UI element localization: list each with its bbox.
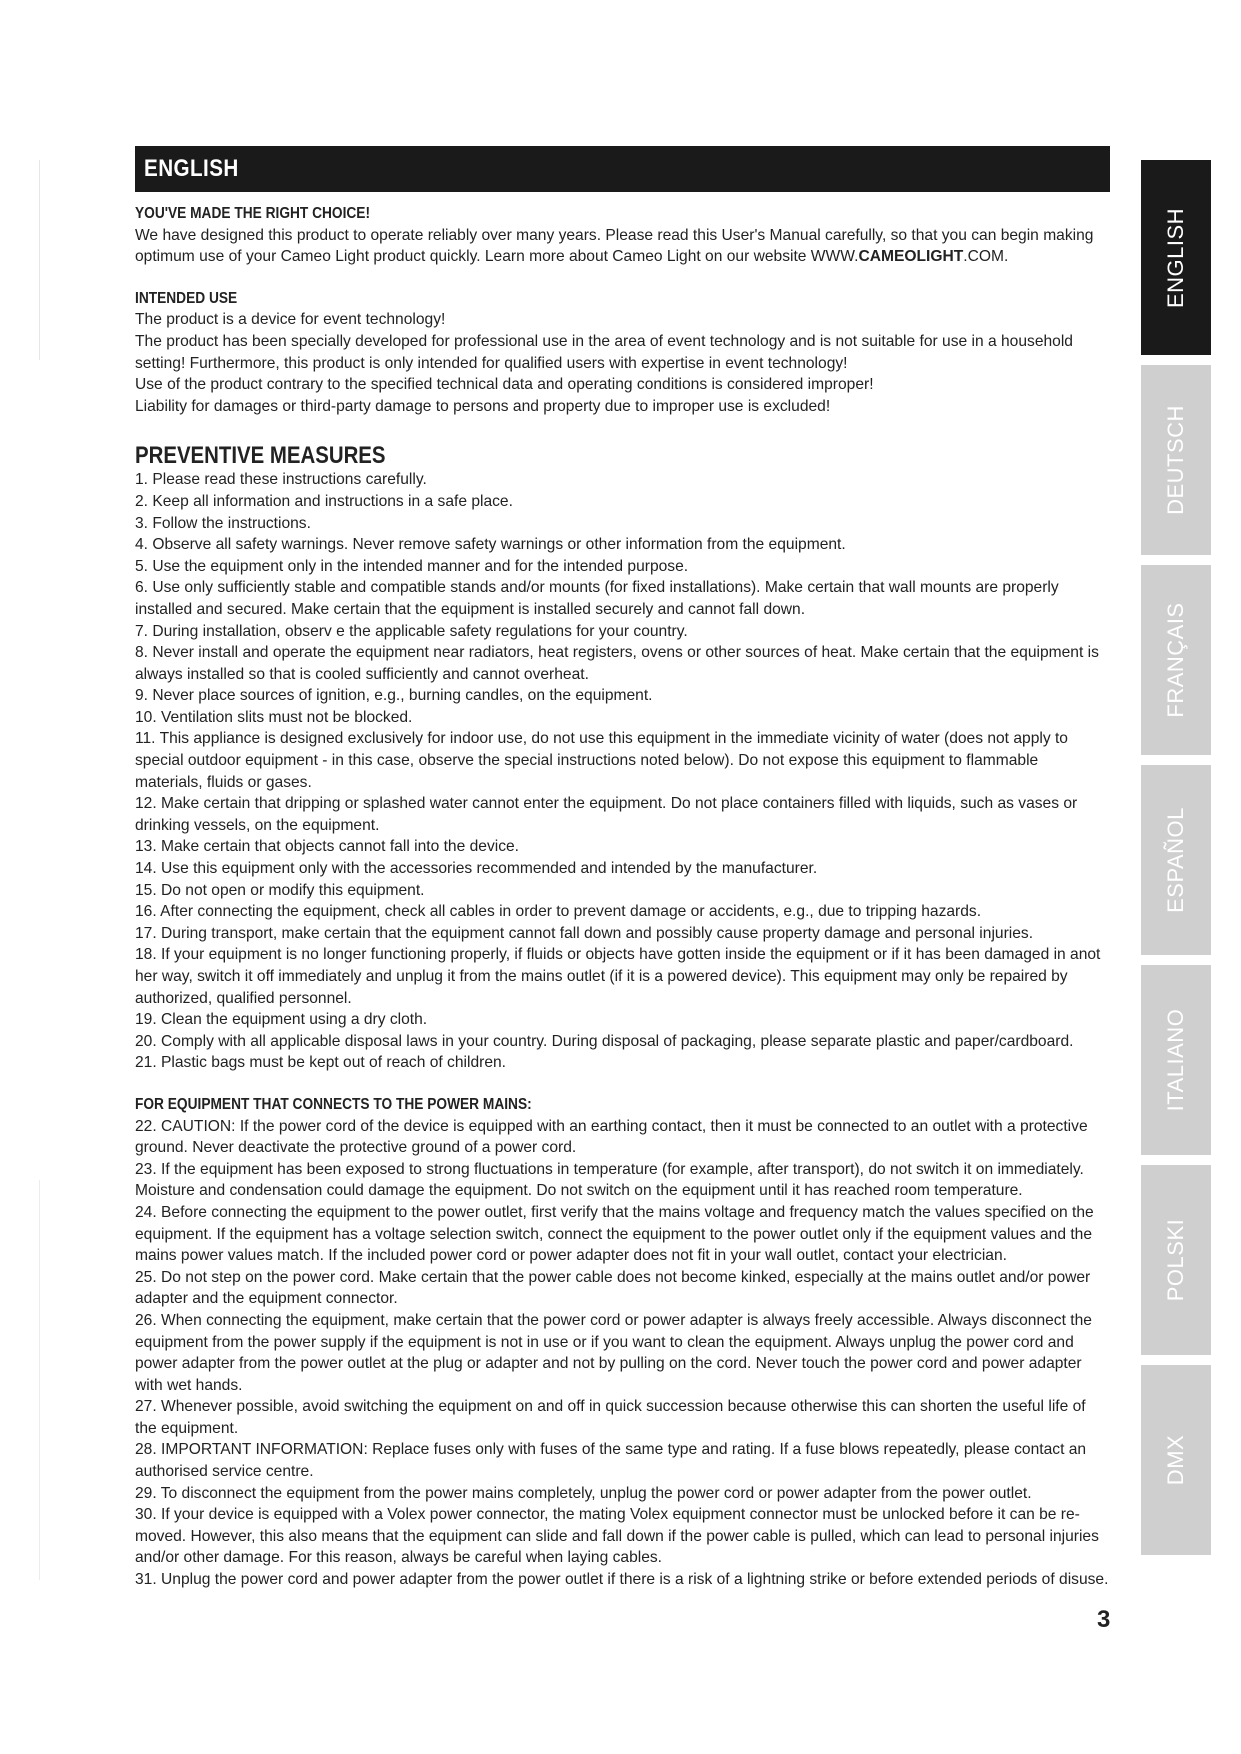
list-item: 10. Ventilation slits must not be blocked. bbox=[135, 708, 413, 726]
list-item: 11. This appliance is designed exclusively for indoor use, do not use this equipment in the immediate vicinity of water (does not apply to special outdoor equipment - in this case, observe the special instructions noted below). Do not expose this equipment to flammable materials, fluids or gases. bbox=[135, 730, 1068, 791]
list-item: 27. Whenever possible, avoid switching the equipment on and off in quick succession because otherwise this can shorten the useful life of the equipment. bbox=[135, 1398, 1086, 1437]
preventive-measures-heading: PREVENTIVE MEASURES bbox=[135, 442, 386, 470]
intro-text: We have designed this product to operate reliably over many years. Please read this User's Manual carefully, so that you can begin making optimum use of your Cameo Light product quickly. Learn more about Cameo Light on our website WWW.CAMEOLIGHT.COM. bbox=[135, 226, 1094, 266]
intended-use-heading: INTENDED USE bbox=[135, 289, 238, 307]
list-item: 26. When connecting the equipment, make certain that the power cord or power adapter is always freely accessible. Always disconnect the equipment from the power supply if the equipment is not in use or if you want to clean the equipment. Always unplug the power cord and power adapter from the power outlet at the plug or adapter and not by pulling on the cord. Never touch the power cord and power adapter with wet hands. bbox=[135, 1311, 1092, 1394]
tab-espanol[interactable]: ESPAÑOL bbox=[1141, 765, 1211, 955]
list-item: 25. Do not step on the power cord. Make certain that the power cable does not become kinked, especially at the mains outlet and/or power adapter and the equipment connector. bbox=[135, 1268, 1091, 1308]
intended-use-line: Liability for damages or third-party damage to persons and property due to improper use is excluded! bbox=[135, 397, 831, 415]
list-item: 9. Never place sources of ignition, e.g., burning candles, on the equipment. bbox=[135, 687, 653, 705]
list-item: 30. If your device is equipped with a Volex power connector, the mating Volex equipment connector must be unlocked before it can be re-moved. However, this also means that the equipment can slide and fall down if the power cable is pulled, which can lead to personal injuries and/or other damage. For this reason, always be careful when laying cables. bbox=[135, 1506, 1099, 1567]
language-banner bbox=[135, 146, 1110, 192]
list-item: 28. IMPORTANT INFORMATION: Replace fuses only with fuses of the same type and rating. If a fuse blows repeatedly, please contact an authorised service centre. bbox=[135, 1441, 1087, 1481]
list-item: 19. Clean the equipment using a dry cloth. bbox=[135, 1011, 428, 1029]
list-item: 12. Make certain that dripping or splashed water cannot enter the equipment. Do not place containers filled with liquids, such as vases or drinking vessels, on the equipment. bbox=[135, 795, 1078, 834]
power-list bbox=[135, 1116, 1110, 1591]
list-item: 22. CAUTION: If the power cord of the device is equipped with an earthing contact, then it must be connected to an outlet with a protective ground. Never deactivate the protective ground of a power cord. bbox=[135, 1117, 1088, 1157]
list-item: 16. After connecting the equipment, check all cables in order to prevent damage or accidents, e.g., due to tripping hazards. bbox=[135, 903, 982, 921]
tab-deutsch[interactable]: DEUTSCH bbox=[1141, 365, 1211, 555]
margin-rule bbox=[39, 160, 40, 360]
list-item: 7. During installation, observ e the applicable safety regulations for your country. bbox=[135, 622, 688, 640]
main-content bbox=[135, 203, 1110, 1591]
list-item: 20. Comply with all applicable disposal laws in your country. During disposal of packaging, please separate plastic and paper/cardboard. bbox=[135, 1032, 1074, 1050]
list-item: 17. During transport, make certain that the equipment cannot fall down and possibly cause property damage and personal injuries. bbox=[135, 924, 1034, 942]
intended-use-line: Use of the product contrary to the specified technical data and operating conditions is considered improper! bbox=[135, 376, 874, 394]
page-number: 3 bbox=[1097, 1606, 1111, 1633]
list-item: 14. Use this equipment only with the accessories recommended and intended by the manufacturer. bbox=[135, 860, 818, 878]
list-item: 24. Before connecting the equipment to the power outlet, first verify that the mains voltage and frequency match the values specified on the equipment. If the equipment has a voltage selection switch, connect the equipment to the power outlet only if the equipment values and the mains power values match. If the included power cord or power adapter does not fit in your wall outlet, contact your electrician. bbox=[135, 1203, 1094, 1265]
list-item: 6. Use only sufficiently stable and compatible stands and/or mounts (for fixed installations). Make certain that wall mounts are properly installed and secured. Make certain that the equipment is installed securely and cannot fall down. bbox=[135, 579, 1059, 618]
list-item: 23. If the equipment has been exposed to strong fluctuations in temperature (for example, after transport), do not switch it on immediately. Moisture and condensation could damage the equipment. Do not switch on the equipment until it has reached room temperature. bbox=[135, 1160, 1084, 1200]
list-item: 4. Observe all safety warnings. Never remove safety warnings or other information from the equipment. bbox=[135, 536, 846, 554]
tab-polski[interactable]: POLSKI bbox=[1141, 1165, 1211, 1355]
list-item: 3. Follow the instructions. bbox=[135, 514, 311, 532]
list-item: 2. Keep all information and instructions in a safe place. bbox=[135, 492, 513, 510]
tab-italiano[interactable]: ITALIANO bbox=[1141, 965, 1211, 1155]
list-item: 13. Make certain that objects cannot fall into the device. bbox=[135, 838, 520, 856]
list-item: 1. Please read these instructions carefully. bbox=[135, 471, 427, 489]
tab-francais[interactable]: FRANÇAIS bbox=[1141, 565, 1211, 755]
list-item: 31. Unplug the power cord and power adapter from the power outlet if there is a risk of a lightning strike or before extended periods of disuse. bbox=[135, 1571, 1109, 1589]
intended-use-line: The product is a device for event technology! bbox=[135, 311, 446, 329]
power-mains-heading: FOR EQUIPMENT THAT CONNECTS TO THE POWER MAINS: bbox=[135, 1095, 532, 1113]
website-brand: CAMEOLIGHT bbox=[858, 248, 964, 266]
list-item: 29. To disconnect the equipment from the power mains completely, unplug the power cord or power adapter from the power outlet. bbox=[135, 1484, 1032, 1502]
list-item: 8. Never install and operate the equipment near radiators, heat registers, ovens or other sources of heat. Make certain that the equipment is always installed so that is cooled sufficiently and cannot overheat. bbox=[135, 644, 1099, 683]
intended-use-line: The product has been specially developed for professional use in the area of event technology and is not suitable for use in a household setting! Furthermore, this product is only intended for qualified users with expertise in event technology! bbox=[135, 332, 1073, 372]
tab-english[interactable]: ENGLISH bbox=[1141, 160, 1211, 355]
list-item: 15. Do not open or modify this equipment. bbox=[135, 881, 425, 899]
list-item: 5. Use the equipment only in the intended manner and for the intended purpose. bbox=[135, 557, 689, 575]
preventive-list bbox=[135, 469, 1110, 1074]
list-item: 18. If your equipment is no longer functioning properly, if fluids or objects have gotten inside the equipment or if it has been damaged in anot her way, switch it off immediately and unplug it from the mains outlet (if it is a powered device). This equipment may only be repaired by authorized, qualified personnel. bbox=[135, 946, 1101, 1007]
margin-rule bbox=[39, 1180, 40, 1580]
banner-title: ENGLISH bbox=[144, 155, 239, 182]
tab-dmx[interactable]: DMX bbox=[1141, 1365, 1211, 1555]
intro-heading: YOU'VE MADE THE RIGHT CHOICE! bbox=[135, 205, 371, 222]
list-item: 21. Plastic bags must be kept out of reach of children. bbox=[135, 1054, 506, 1072]
